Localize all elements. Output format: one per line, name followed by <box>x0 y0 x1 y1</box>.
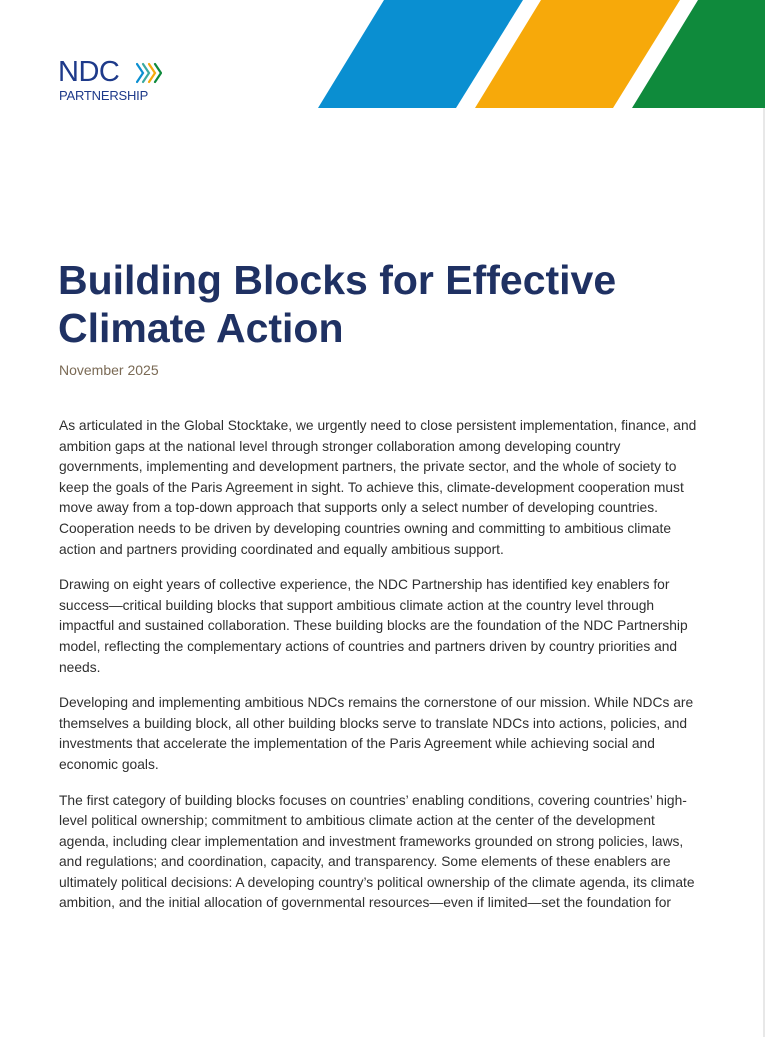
document-title: Building Blocks for Effective Climate Action <box>58 257 617 351</box>
logo-chevrons-icon <box>136 62 162 84</box>
body-paragraph: The first category of building blocks focuses on countries’ enabling conditions, covering countries’ high-level political ownership; commitment to ambitious climate action at the center of the development agenda, including clear implementation and investment frameworks grounded on strong policies, laws, and regulations; and coordination, capacity, and transparency. Some elements of these enablers are ultimately political decisions: A developing country’s political ownership of the climate agenda, its climate ambition, and the initial allocation of governmental resources—even if limited—set the foundation for <box>59 792 695 911</box>
publication-date: November 2025 <box>59 362 159 378</box>
body-paragraph: As articulated in the Global Stocktake, we urgently need to close persistent implementation, finance, and ambition gaps at the national level through stronger collaboration among developing country governments, implementing and development partners, the private sector, and the whole of society to keep the goals of the Paris Agreement in sight. To achieve this, climate-development cooperation must move away from a top-down approach that supports only a select number of developing countries. Cooperation needs to be driven by developing countries owning and committing to ambitious climate action and partners providing coordinated and equally ambitious support. <box>59 418 697 557</box>
document-body <box>59 416 707 929</box>
logo-wordmark: NDC <box>58 56 120 88</box>
body-paragraph: Drawing on eight years of collective experience, the NDC Partnership has identified key enablers for success—critical building blocks that support ambitious climate action at the country level through impactful and sustained collaboration. These building blocks are the foundation of the NDC Partnership model, reflecting the complementary actions of countries and partners driven by country priorities and needs. <box>59 577 688 675</box>
logo-subtitle: PARTNERSHIP <box>59 88 149 103</box>
body-paragraph: Developing and implementing ambitious NDCs remains the cornerstone of our mission. While NDCs are themselves a building block, all other building blocks serve to translate NDCs into actions, policies, and investments that accelerate the implementation of the Paris Agreement while achieving social and economic goals. <box>59 695 694 772</box>
ndc-partnership-logo[interactable] <box>58 58 168 106</box>
